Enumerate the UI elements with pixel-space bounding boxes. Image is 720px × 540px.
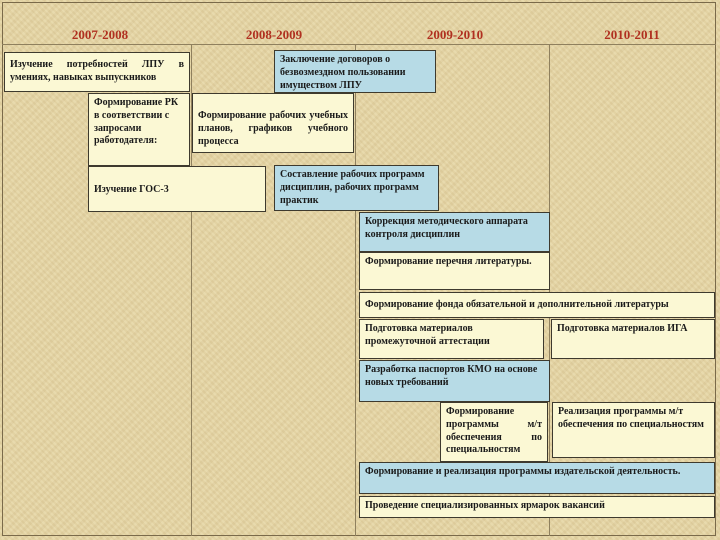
task-curricula: Формирование рабочих учебных планов, графиков учебного процесса [192,93,354,153]
task-mt-realization: Реализация программы м/т обеспечения по специальностям [552,402,715,458]
task-job-fairs: Проведение специализированных ярмарок вакансий [359,496,715,518]
task-literature-list: Формирование перечня литературы. [359,252,550,290]
task-interim-materials: Подготовка материалов промежуточной аттестации [359,319,544,359]
year-header: 2007-2008 [71,27,129,42]
task-rk-formation: Формирование РК в соответствии с запросами работодателя: [88,93,190,166]
header-divider [2,44,716,45]
task-publishing: Формирование и реализация программы издательской деятельность. [359,462,715,494]
task-kmo-passports: Разработка паспортов КМО на основе новых требований [359,360,550,402]
task-contract: Заключение договоров о безвозмездном пользовании имуществом ЛПУ [274,50,436,93]
task-library-fund: Формирование фонда обязательной и дополнительной литературы [359,292,715,318]
task-iga-materials: Подготовка материалов ИГА [551,319,715,359]
task-control-correction: Коррекция методического аппарата контроля дисциплин [359,212,550,252]
year-header: 2010-2011 [604,27,660,42]
column-divider-2 [355,44,356,536]
year-header: 2009-2010 [426,27,484,42]
task-work-programs: Составление рабочих программ дисциплин, рабочих программ практик [274,165,439,211]
task-gos-study: Изучение ГОС-3 [88,166,266,212]
task-mt-program: Формирование программы м/т обеспечения по специальностям [440,402,548,462]
task-needs-study: Изучение потребностей ЛПУ в умениях, навыках выпускников [4,52,190,92]
year-header: 2008-2009 [245,27,303,42]
